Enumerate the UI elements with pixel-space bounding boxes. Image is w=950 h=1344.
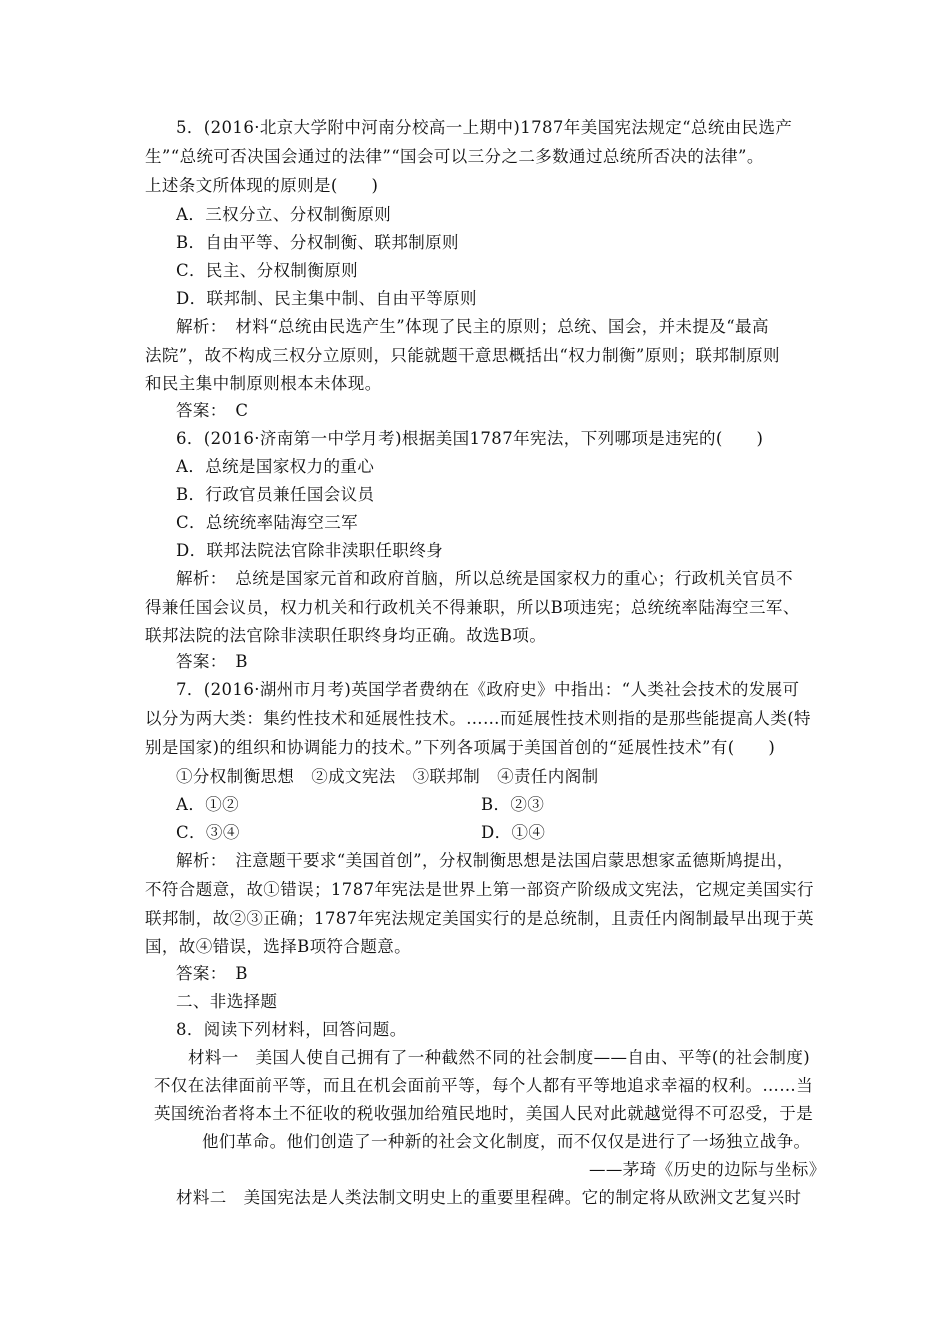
q6-option-c: C．总统统率陆海空三军 [176, 513, 359, 532]
q5-analysis-line-1: 解析： 材料“总统由民选产生”体现了民主的原则；总统、国会，并未提及“最高 [176, 317, 769, 336]
q7-option-b: B．②③ [481, 795, 545, 814]
q7-stem-line-1: 7．(2016·湖州市月考)英国学者费纳在《政府史》中指出：“人类社会技术的发展可 [176, 680, 800, 699]
material-2-line-1: 材料二 美国宪法是人类法制文明史上的重要里程碑。它的制定将从欧洲文艺复兴时 [176, 1188, 802, 1207]
q7-analysis-line-4: 国，故④错误，选择B项符合题意。 [145, 937, 412, 956]
q6-stem-line-1: 6．(2016·济南第一中学月考)根据美国1787年宪法，下列哪项是违宪的( ) [176, 429, 764, 448]
material-1-source: ——茅琦《历史的边际与坐标》 [589, 1160, 826, 1179]
q5-option-c: C．民主、分权制衡原则 [176, 261, 359, 280]
q6-analysis-line-3: 联邦法院的法官除非渎职任职终身均正确。故选B项。 [145, 626, 547, 645]
q6-option-b: B．行政官员兼任国会议员 [176, 485, 375, 504]
q5-stem-line-3: 上述条文所体现的原则是( ) [145, 176, 379, 195]
q7-analysis-line-2: 不符合题意，故①错误；1787年宪法是世界上第一部资产阶级成文宪法，它规定美国实行 [145, 880, 814, 899]
material-1-line-1: 材料一 美国人使自己拥有了一种截然不同的社会制度——自由、平等(的社会制度) [188, 1048, 811, 1067]
q5-option-b: B．自由平等、分权制衡、联邦制原则 [176, 233, 459, 252]
q6-option-a: A．总统是国家权力的重心 [176, 457, 375, 476]
q5-analysis-line-2: 法院”，故不构成三权分立原则，只能就题干意思概括出“权力制衡”原则；联邦制原则 [145, 346, 780, 365]
q5-option-a: A．三权分立、分权制衡原则 [176, 205, 392, 224]
q7-option-a: A．①② [176, 795, 240, 814]
q5-answer: 答案： C [176, 401, 249, 420]
q5-stem-line-2: 生”“总统可否决国会通过的法律”“国会可以三分之二多数通过总统所否决的法律”。 [145, 147, 764, 166]
q7-option-c: C．③④ [176, 823, 240, 842]
q8-intro: 8．阅读下列材料，回答问题。 [176, 1020, 407, 1039]
q7-stem-line-3: 别是国家)的组织和协调能力的技术。”下列各项属于美国首创的“延展性技术”有( ) [145, 738, 776, 757]
q6-answer: 答案： B [176, 652, 248, 671]
q7-analysis-line-3: 联邦制，故②③正确；1787年宪法规定美国实行的是总统制，且责任内阁制最早出现于英 [145, 909, 814, 928]
material-1-line-2: 不仅在法律面前平等，而且在机会面前平等，每个人都有平等地追求幸福的权利。……当 [154, 1076, 814, 1095]
q7-answer: 答案： B [176, 964, 248, 983]
q6-option-d: D．联邦法院法官除非渎职任职终身 [176, 541, 444, 560]
q7-items: ①分权制衡思想 ②成文宪法 ③联邦制 ④责任内阁制 [176, 767, 599, 786]
q5-option-d: D．联邦制、民主集中制、自由平等原则 [176, 289, 477, 308]
q7-option-d: D．①④ [481, 823, 546, 842]
q7-stem-line-2: 以分为两大类：集约性技术和延展性技术。……而延展性技术则指的是那些能提高人类(特 [145, 709, 811, 728]
material-1-line-3: 英国统治者将本土不征收的税收强加给殖民地时，美国人民对此就越觉得不可忍受，于是 [154, 1104, 814, 1123]
material-1-line-4: 他们革命。他们创造了一种新的社会文化制度，而不仅仅是进行了一场独立战争。 [202, 1132, 811, 1151]
q7-analysis-line-1: 解析： 注意题干要求“美国首创”，分权制衡思想是法国启蒙思想家孟德斯鸠提出， [176, 851, 794, 870]
q6-analysis-line-2: 得兼任国会议员，权力机关和行政机关不得兼职，所以B项违宪；总统统率陆海空三军、 [145, 598, 800, 617]
q5-analysis-line-3: 和民主集中制原则根本未体现。 [145, 374, 382, 393]
q6-analysis-line-1: 解析： 总统是国家元首和政府首脑，所以总统是国家权力的重心；行政机关官员不 [176, 569, 794, 588]
section-heading: 二、非选择题 [176, 992, 278, 1011]
q5-stem-line-1: 5．(2016·北京大学附中河南分校高一上期中)1787年美国宪法规定“总统由民选产 [176, 118, 793, 137]
